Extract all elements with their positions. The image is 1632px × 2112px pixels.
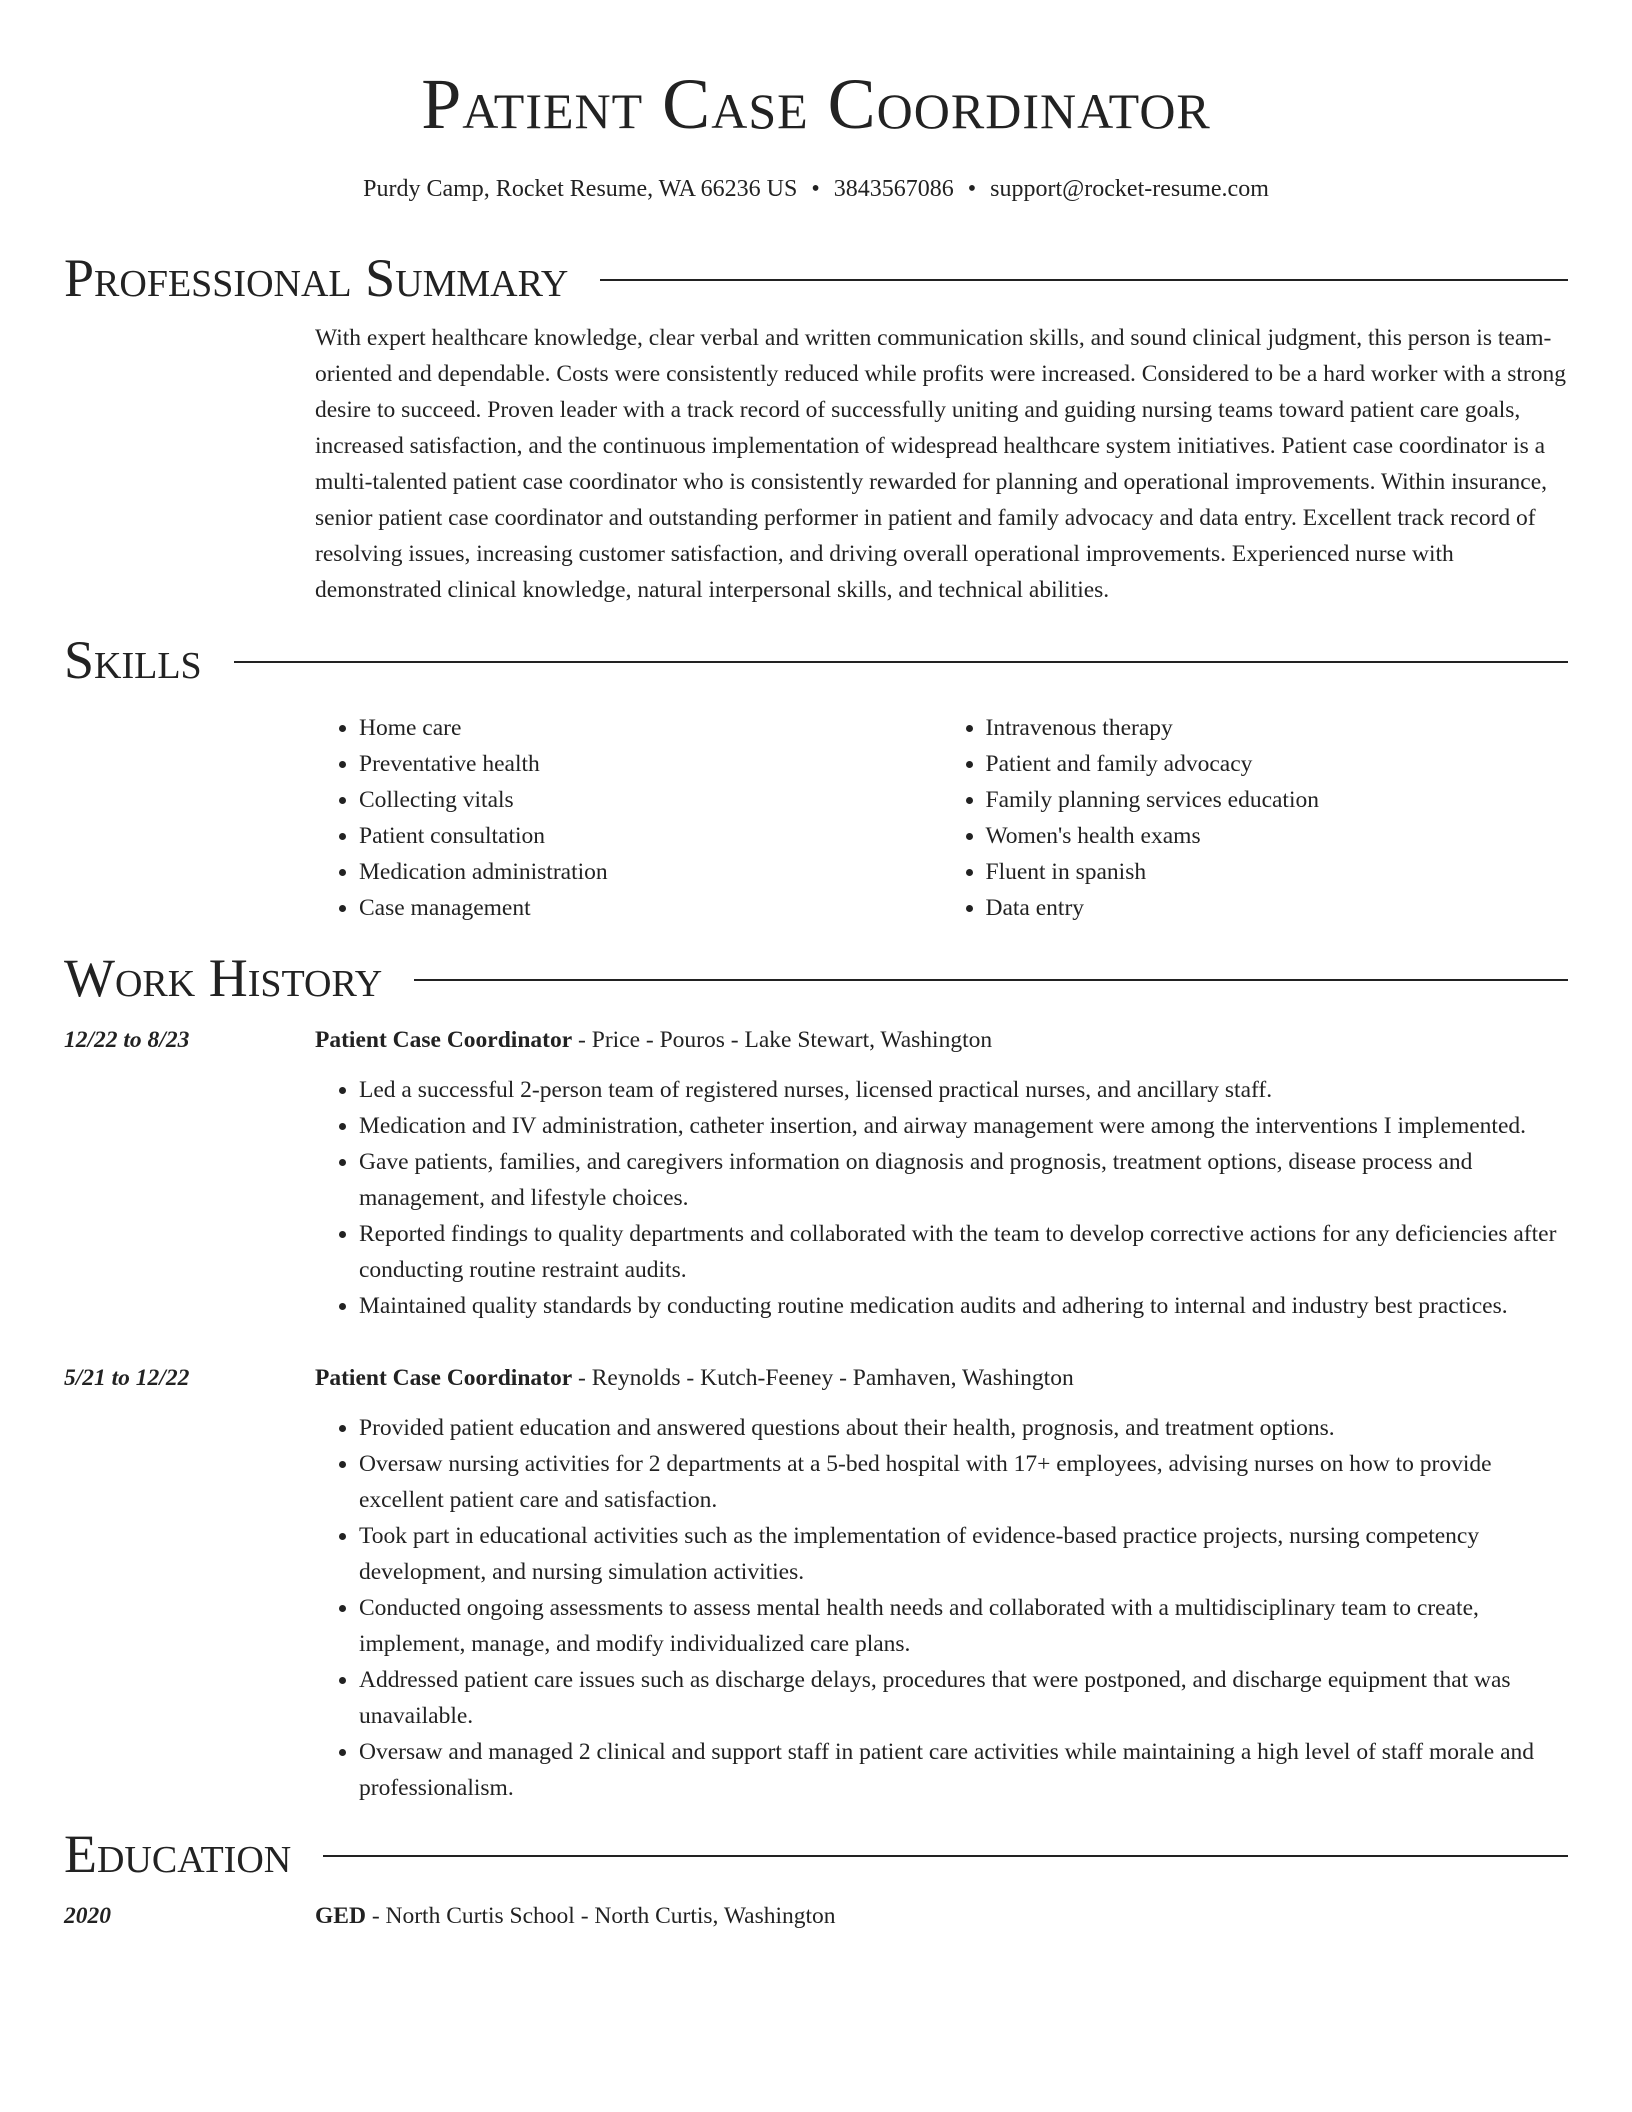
education-title-line [315,1898,1568,1934]
job-dates: 12/22 to 8/23 [64,1027,190,1053]
resume-name: Patient Case Coordinator [421,64,1211,144]
education-body [315,1898,1568,1934]
skill-item: • Medication administration [359,854,942,890]
work-section-title: Work History [64,948,383,1008]
education-section-title: Education [64,1824,292,1884]
skills-list [315,710,1568,926]
section-divider [600,279,1568,281]
job-bullet: • Oversaw nursing activities for 2 departments at a 5-bed hospital with 17+ employees, advising nurses on how to provide excellent patient care and satisfaction. [359,1446,1568,1518]
contact-phone: 3843567086 [833,176,954,202]
education-degree: GED [315,1903,366,1929]
skill-item: • Case management [359,890,942,926]
job-bullet: • Oversaw and managed 2 clinical and support staff in patient care activities while maintaining a high level of staff morale and professionalism. [359,1734,1568,1806]
job-body [315,1360,1568,1806]
job-bullet: • Medication and IV administration, catheter insertion, and airway management were among the interventions I implemented. [359,1108,1568,1144]
job-role: Patient Case Coordinator [315,1027,573,1053]
contact-separator: • [811,176,820,202]
job-employer: - Reynolds - Kutch-Feeney - Pamhaven, Washington [572,1365,1074,1391]
skill-item: • Patient consultation [359,818,942,854]
job-title-line [315,1022,1568,1058]
job-entry [64,1360,1568,1806]
job-bullet: • Took part in educational activities such as the implementation of evidence-based practice projects, nursing competency development, and nursing simulation activities. [359,1518,1568,1590]
job-bullets [315,1072,1568,1324]
skill-item: • Fluent in spanish [986,854,1569,890]
contact-separator: • [967,176,977,202]
job-bullet: • Provided patient education and answered questions about their health, prognosis, and treatment options. [359,1410,1568,1446]
job-bullet: • Addressed patient care issues such as discharge delays, procedures that were postponed, and discharge equipment that was unavailable. [359,1662,1568,1734]
skill-item: • Collecting vitals [359,782,942,818]
section-divider [323,1855,1568,1857]
skill-item: • Data entry [986,890,1569,926]
skill-item: • Family planning services education [986,782,1569,818]
work-section-header [64,948,1568,1008]
contact-line [64,174,1568,204]
skills-column-right [942,710,1569,926]
section-divider [414,979,1568,981]
job-bullets [315,1410,1568,1806]
skills-column-left [315,710,942,926]
job-dates: 5/21 to 12/22 [64,1365,190,1391]
job-bullet: • Gave patients, families, and caregivers information on diagnosis and prognosis, treatment options, disease process and management, and lifestyle choices. [359,1144,1568,1216]
job-role: Patient Case Coordinator [315,1365,573,1391]
job-employer: - Price - Pouros - Lake Stewart, Washington [572,1027,993,1053]
job-bullet: • Maintained quality standards by conducting routine medication audits and adhering to internal and industry best practices. [359,1288,1568,1324]
summary-text: With expert healthcare knowledge, clear verbal and written communication skills, and sound clinical judgment, this person is team-oriented and dependable. Costs were consistently reduced while profits were increased. Considered to be a hard worker with a strong desire to succeed. Proven leader with a track record of successfully uniting and guiding nursing teams toward patient care goals, increased satisfaction, and the continuous implementation of widespread healthcare system initiatives. Patient case coordinator is a multi-talented patient case coordinator who is consistently rewarded for planning and operational improvements. Within insurance, senior patient case coordinator and outstanding performer in patient and family advocacy and data entry. Excellent track record of resolving issues, increasing customer satisfaction, and driving overall operational improvements. Experienced nurse with demonstrated clinical knowledge, natural interpersonal skills, and technical abilities. [315,325,1566,603]
summary-section-title: Professional Summary [64,248,569,308]
skill-item: • Patient and family advocacy [986,746,1569,782]
education-section-header [64,1824,1568,1884]
job-entry [64,1022,1568,1324]
job-title-line [315,1360,1568,1396]
skills-section-header [64,630,1568,690]
job-body [315,1022,1568,1324]
resume-page [64,0,1568,1934]
skill-item: • Preventative health [359,746,942,782]
skills-section-title: Skills [64,630,202,690]
skill-item: • Home care [359,710,942,746]
job-bullet: • Led a successful 2-person team of registered nurses, licensed practical nurses, and ancillary staff. [359,1072,1568,1108]
summary-section-header [64,248,1568,308]
education-school: - North Curtis School - North Curtis, Washington [365,1903,836,1929]
skill-item: • Women's health exams [986,818,1569,854]
contact-email: support@rocket-resume.com [990,176,1269,202]
education-dates: 2020 [64,1903,111,1929]
education-entry [64,1898,1568,1934]
contact-address: Purdy Camp, Rocket Resume, WA 66236 US [363,176,798,202]
job-bullet: • Conducted ongoing assessments to assess mental health needs and collaborated with a multidisciplinary team to create, implement, manage, and modify individualized care plans. [359,1590,1568,1662]
job-bullet: • Reported findings to quality departments and collaborated with the team to develop corrective actions for any deficiencies after conducting routine restraint audits. [359,1216,1568,1288]
section-divider [234,661,1568,663]
skill-item: • Intravenous therapy [986,710,1569,746]
